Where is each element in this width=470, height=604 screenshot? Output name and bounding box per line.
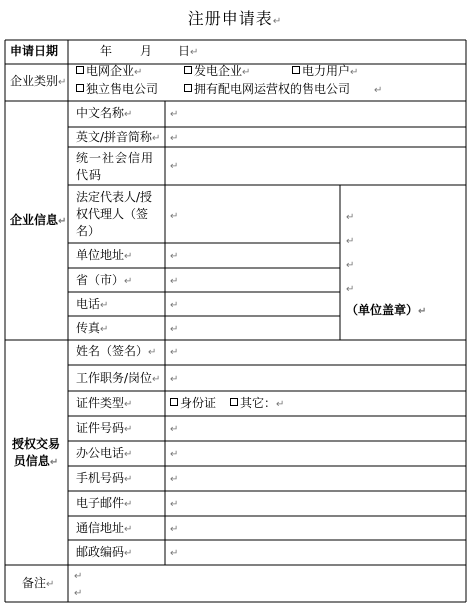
checkbox-icon <box>230 398 238 406</box>
fax-label: 传真↵ <box>76 321 109 335</box>
postcode-label: 邮政编码↵ <box>76 545 133 559</box>
seal-area[interactable]: ↵ <box>346 212 355 223</box>
name-cn-label: 中文名称↵ <box>76 106 133 120</box>
province-label: 省（市）↵ <box>76 273 133 287</box>
trader-name-field[interactable]: ↵ <box>170 347 179 358</box>
option-distribution-retailer[interactable]: 拥有配电网运营权的售电公司 ↵ <box>184 81 382 99</box>
email-field[interactable]: ↵ <box>170 499 179 510</box>
checkbox-icon <box>184 84 192 92</box>
option-generation[interactable]: 发电企业↵ <box>184 63 250 81</box>
email-label: 电子邮件↵ <box>76 496 133 510</box>
remarks-field-line: ↵ <box>74 588 83 599</box>
office-phone-label: 办公电话↵ <box>76 446 133 460</box>
category-label: 企业类别↵ <box>10 74 67 88</box>
postcode-field[interactable]: ↵ <box>170 548 179 559</box>
id-option-other[interactable]: 其它：↵ <box>230 395 284 413</box>
mobile-label: 手机号码↵ <box>76 471 133 485</box>
id-number-field[interactable]: ↵ <box>170 424 179 435</box>
seal-area-line: ↵ <box>346 284 355 295</box>
credit-code-field[interactable]: ↵ <box>170 161 179 172</box>
form-title: 注册申请表↵ <box>187 9 283 28</box>
date-day[interactable]: 日↵ <box>178 44 199 58</box>
trader-name-label: 姓名（签名）↵ <box>76 344 157 358</box>
name-en-field[interactable]: ↵ <box>170 133 179 144</box>
address-field[interactable]: ↵ <box>170 251 179 262</box>
checkbox-icon <box>76 66 84 74</box>
id-type-label: 证件类型↵ <box>76 396 133 410</box>
credit-code-label: 统一社会信用代码 <box>76 151 155 182</box>
mobile-field[interactable]: ↵ <box>170 474 179 485</box>
position-label: 工作职务/岗位↵ <box>76 371 161 385</box>
legal-rep-field[interactable]: ↵ <box>170 211 179 222</box>
enterprise-label: 企业信息↵ <box>10 213 67 227</box>
id-number-label: 证件号码↵ <box>76 421 133 435</box>
seal-label: （单位盖章）↵ <box>346 303 427 317</box>
mail-address-label: 通信地址↵ <box>76 521 133 535</box>
remarks-field[interactable]: ↵ <box>74 571 83 582</box>
position-field[interactable]: ↵ <box>170 374 179 385</box>
remarks-label: 备注↵ <box>22 576 55 590</box>
name-cn-field[interactable]: ↵ <box>170 109 179 120</box>
id-option-idcard[interactable]: 身份证 <box>170 395 216 412</box>
option-grid-company[interactable]: 电网企业↵ <box>76 63 142 81</box>
mail-address-field[interactable]: ↵ <box>170 524 179 535</box>
province-field[interactable]: ↵ <box>170 276 179 287</box>
checkbox-icon <box>184 66 192 74</box>
checkbox-icon <box>76 84 84 92</box>
date-label: 申请日期 <box>10 44 59 58</box>
checkbox-icon <box>292 66 300 74</box>
option-power-user[interactable]: 电力用户↵ <box>292 63 358 81</box>
checkbox-icon <box>170 398 178 406</box>
name-en-label: 英文/拼音简称↵ <box>76 130 161 144</box>
seal-area-line: ↵ <box>346 260 355 271</box>
office-phone-field[interactable]: ↵ <box>170 449 179 460</box>
legal-rep-label: 法定代表人/授权代理人（签名） <box>76 190 153 238</box>
phone-field[interactable]: ↵ <box>170 300 179 311</box>
seal-area-line: ↵ <box>346 236 355 247</box>
date-month[interactable]: 月 <box>140 44 153 58</box>
trader-label: 授权交易员信息↵ <box>11 437 60 468</box>
option-retailer[interactable]: 独立售电公司 <box>76 81 158 98</box>
fax-field[interactable]: ↵ <box>170 324 179 335</box>
address-label: 单位地址↵ <box>76 248 133 262</box>
phone-label: 电话↵ <box>76 297 109 311</box>
date-year[interactable]: 年 <box>100 44 113 58</box>
